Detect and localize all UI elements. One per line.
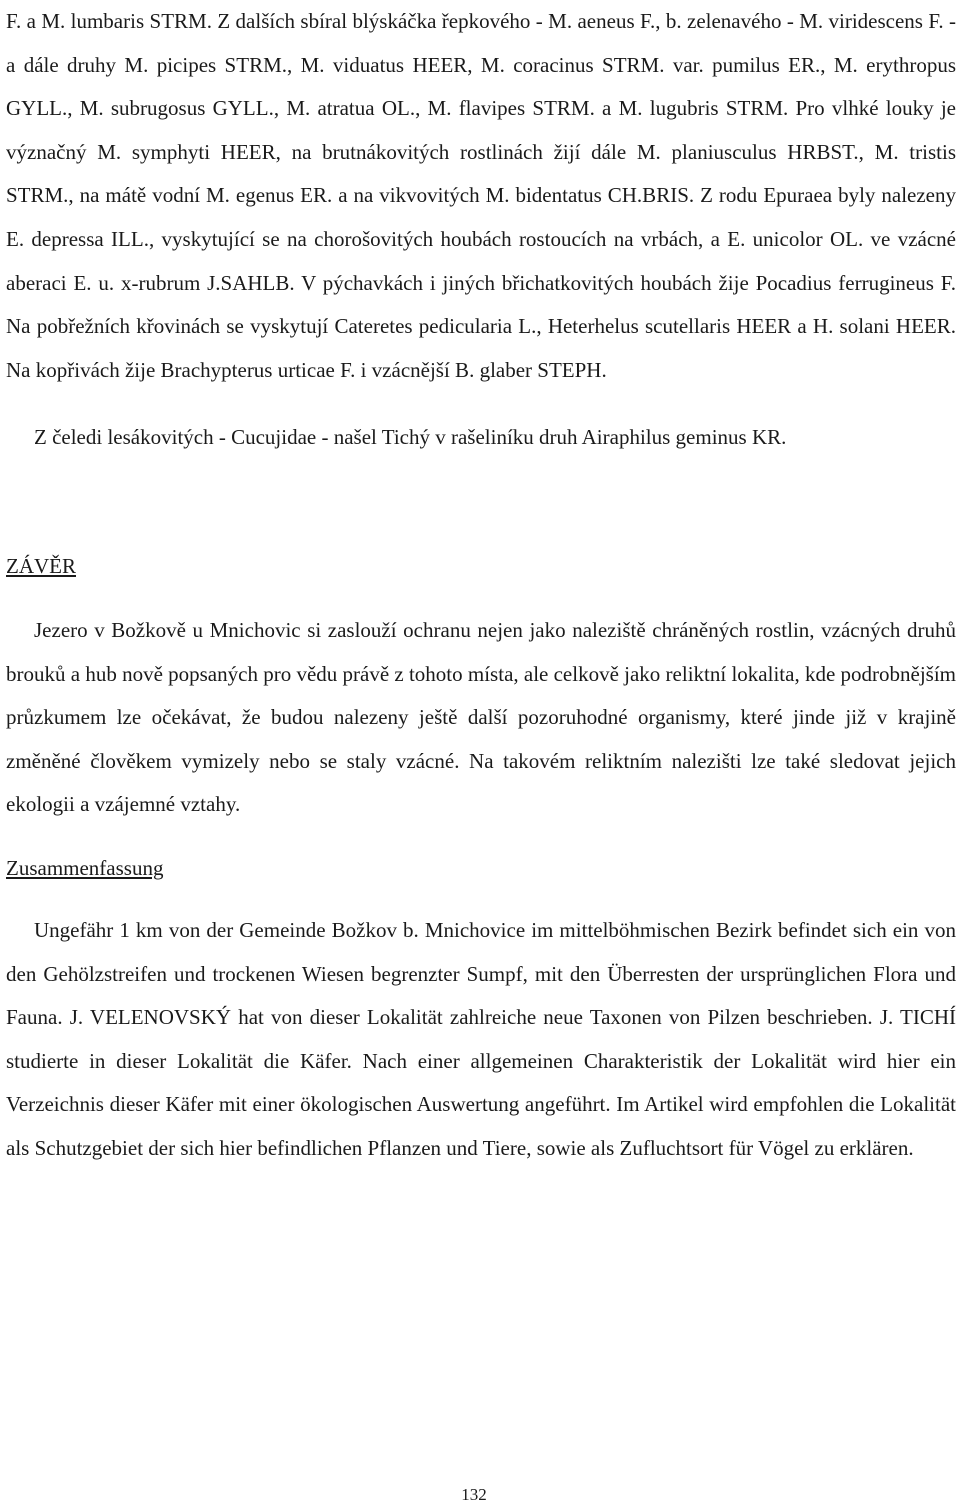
page-number: 132 [461,1485,487,1504]
body-paragraph-summary: Ungefähr 1 km von der Gemeinde Božkov b. Mnichovice im mittelböhmischen Bezirk befindet sich ein von den Gehölzstreifen und trockenen Wiesen begrenzter Sumpf, mit den Überresten der ursprünglichen Flora und Fauna. J. VELENOVSKÝ hat von dieser Lokalität zahlreiche neue Taxonen von Pilzen beschrieben. J. TICHÍ studierte in dieser Lokalität die Käfer. Nach einer allgemeinen Charakteristik der Lokalität wird hier ein Verzeichnis dieser Käfer mit einer ökologischen Auswertung angeführt. Im Artikel wird empfohlen die Lokalität als Schutzgebiet der sich hier befindlichen Pflanzen und Tiere, sowie als Zufluchtsort für Vögel zu erklären. [6,918,956,1160]
section-heading-zaver: ZÁVĚR [6,554,76,578]
body-paragraph-conclusion: Jezero v Božkově u Mnichovic si zaslouží ochranu nejen jako naleziště chráněných rostlin, vzácných druhů brouků a hub nově popsaných pro vědu právě z tohoto místa, ale celkově jako reliktní lokalita, kde podrobnějším průzkumem lze očekávat, že budou nalezeny ještě další pozoruhodné organismy, které jinde již v krajině změněné člověkem vymizely nebo se staly vzácné. Na takovém reliktním nalezišti lze také sledovat jejich ekologii a vzájemné vztahy. [6,618,957,817]
body-paragraph-cucujidae: Z čeledi lesákovitých - Cucujidae - našel Tichý v rašeliníku druh Airaphilus geminus KR. [34,425,787,449]
section-heading-zusammenfassung: Zusammenfassung [6,856,164,880]
body-paragraph-species-list: F. a M. lumbaris STRM. Z dalších sbíral blýskáčka řepkového - M. aeneus F., b. zelenavého - M. viridescens F. - a dále druhy M. picipes STRM., M. viduatus HEER, M. coracinus STRM. var. pumilus ER., M. erythropus GYLL., M. subrugosus GYLL., M. atratua OL., M. flavipes STRM. a M. lugubris STRM. Pro vlhké louky je význačný M. symphyti HEER, na brutnákovitých rostlinách žijí dále M. planiusculus HRBST., M. tristis STRM., na mátě vodní M. egenus ER. a na vikvovitých M. bidentatus CH.BRIS. Z rodu Epuraea byly nalezeny E. depressa ILL., vyskytující se na chorošovitých houbách rostoucích na vrbách, a E. unicolor OL. ve vzácné aberaci E. u. x-rubrum J.SAHLB. V pýchavkách i jiných břichatkovitých houbách žije Pocadius ferrugineus F. Na pobřežních křovinách se vyskytují Cateretes pedicularia L., Heterhelus scutellaris HEER a H. solani HEER. Na kopřivách žije Brachypterus urticae F. i vzácnější B. glaber STEPH. [6,9,956,382]
